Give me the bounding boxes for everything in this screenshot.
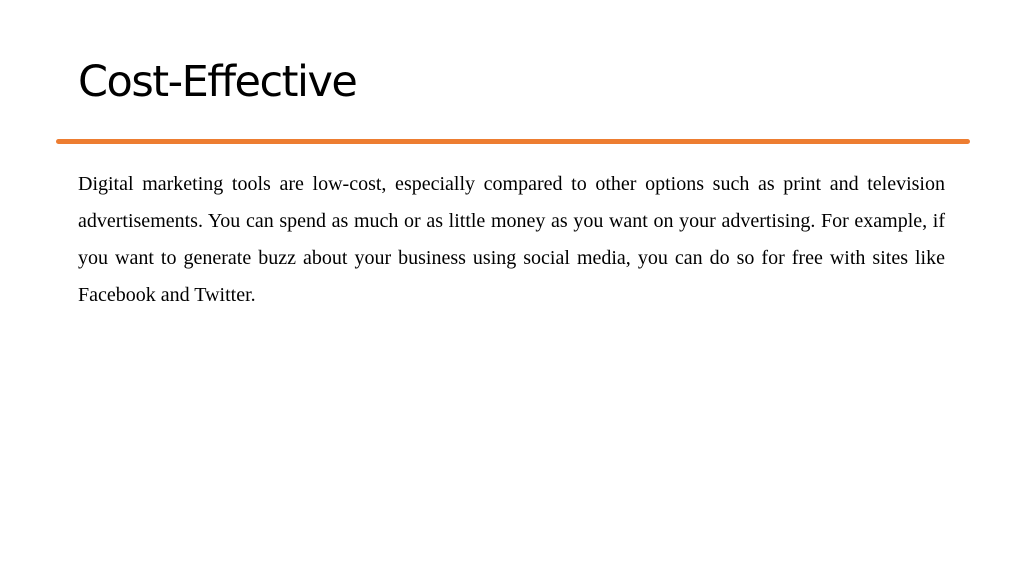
accent-divider <box>56 139 970 144</box>
slide-title: Cost-Effective <box>78 57 357 107</box>
slide-body-text: Digital marketing tools are low-cost, especially compared to other options such as print and television advertisements. You can spend as much or as little money as you want on your advertising. For example, if you want to generate buzz about your business using social media, you can do so for free with sites like Facebook and Twitter. <box>78 173 945 306</box>
